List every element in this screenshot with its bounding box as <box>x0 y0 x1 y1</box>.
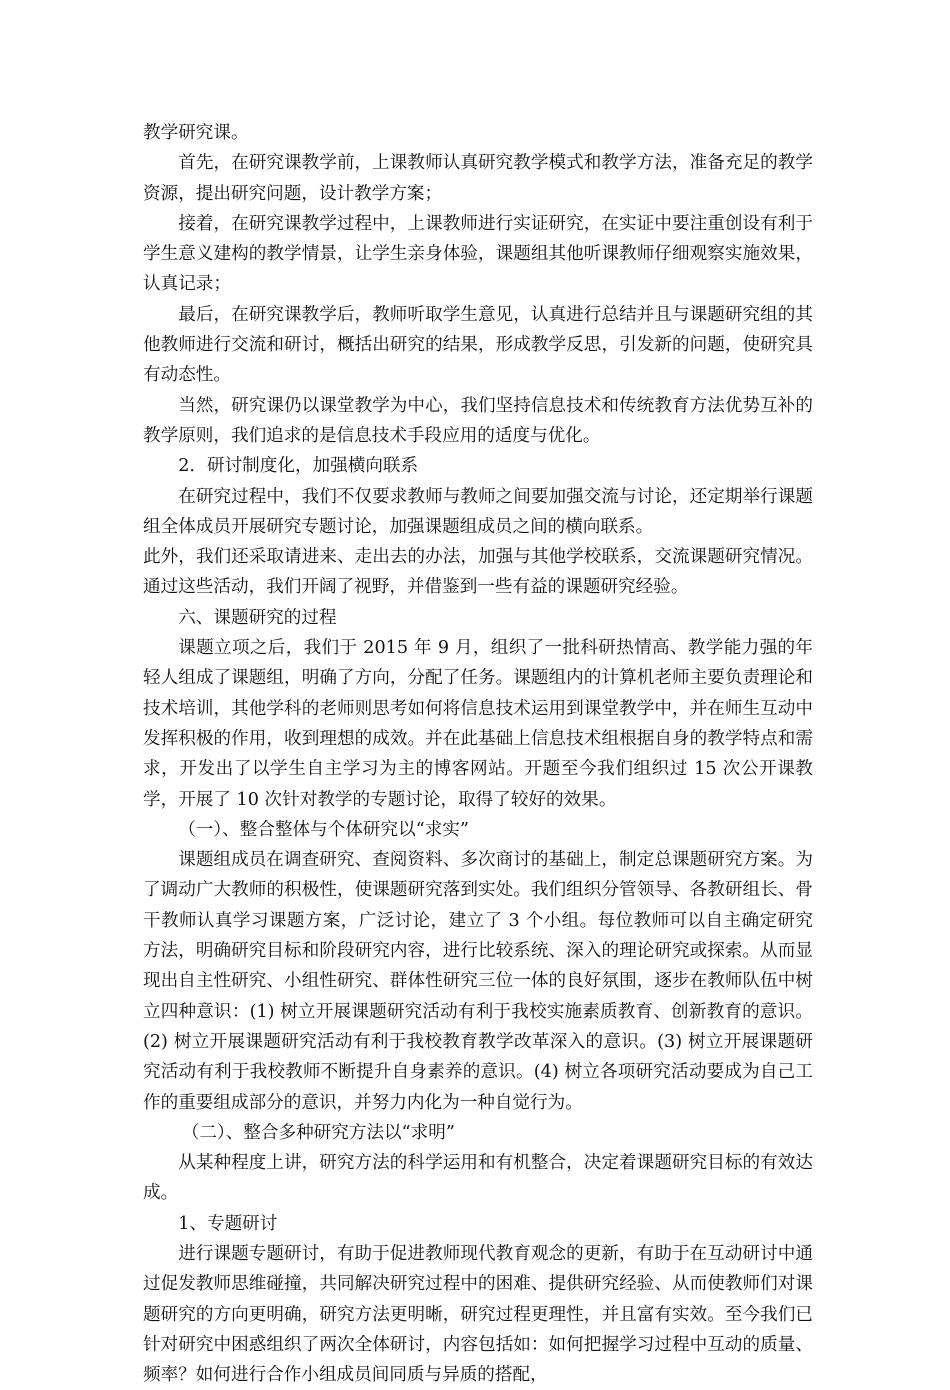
paragraph-external-exchange: 此外，我们还采取请进来、走出去的办法，加强与其他学校联系，交流课题研究情况。通过这些活动，我们开阔了视野，并借鉴到一些有益的课题研究经验。 <box>143 547 813 598</box>
section-heading-discussion-system: 2．研讨制度化，加强横向联系 <box>178 456 419 477</box>
paragraph-second-step: 接着，在研究课教学过程中，上课教师进行实证研究，在实证中要注重创设有利于学生意义建构的教学情景，让学生亲身体验，课题组其他听课教师仔细观察实施效果，认真记录； <box>143 213 813 295</box>
paragraph-classroom-focus: 当然，研究课仍以课堂教学为中心，我们坚持信息技术和传统教育方法优势互补的教学原则，我们追求的是信息技术手段应用的适度与优化。 <box>143 395 813 446</box>
subsection-heading-special-topic: 1、专题研讨 <box>178 1213 278 1234</box>
paragraph-research-plan: 课题组成员在调查研究、查阅资料、多次商讨的基础上，制定总课题研究方案。为了调动广大教师的积极性，使课题研究落到实处。我们组织分管领导、各教研组长、骨干教师认真学习课题方案，广泛讨论，建立了 3 个小组。每位教师可以自主确定研究方法，明确研究目标和阶段研究内容，进行比较系统、深入的理论研究或探索。从而显现出自主性研究、小组性研究、群体性研究三位一体的良好氛围，逐步在教师队伍中树立四种意识：(1) 树立开展课题研究活动有利于我校实施素质教育、创新教育的意识。(2) 树立开展课题研究活动有利于我校教育教学改革深入的意识。(3) 树立开展课题研究活动有利于我校教师不断提升自身素养的意识。(4) 树立各项研究活动要成为自己工作的重要组成部分的意识，并努力内化为一种自觉行为。 <box>143 850 813 1113</box>
paragraph-research-lesson: 教学研究课。 <box>143 123 249 143</box>
paragraph-project-setup: 课题立项之后，我们于 2015 年 9 月，组织了一批科研热情高、教学能力强的年轻人组成了课题组，明确了方向，分配了任务。课题组内的计算机老师主要负责理论和技术培训，其他学科的老师则思考如何将信息技术运用到课堂教学中，并在师生互动中发挥积极的作用，收到理想的成效。并在此基础上信息技术组根据自身的教学特点和需求，开发出了以学生自主学习为主的博客网站。开题至今我们组织过 15 次公开课教学，开展了 10 次针对教学的专题讨论，取得了较好的效果。 <box>143 638 813 810</box>
paragraph-final-step: 最后，在研究课教学后，教师听取学生意见，认真进行总结并且与课题研究组的其他教师进行交流和研讨，概括出研究的结果，形成教学反思，引发新的问题，使研究具有动态性。 <box>143 304 813 386</box>
paragraph-first-step: 首先，在研究课教学前，上课教师认真研究教学模式和教学方法，准备充足的教学资源，提出研究问题，设计教学方案； <box>143 153 813 204</box>
paragraph-special-topic: 进行课题专题研讨，有助于促进教师现代教育观念的更新，有助于在互动研讨中通过促发教师思维碰撞，共同解决研究过程中的困难、提供研究经验、从而使教师们对课题研究的方向更明确，研究方法更明晰，研究过程更理性，并且富有实效。至今我们已针对研究中困惑组织了两次全体研讨，内容包括如：如何把握学习过程中互动的质量、频率？如何进行合作小组成员间同质与异质的搭配， <box>143 1243 813 1386</box>
section-heading-research-process: 六、课题研究的过程 <box>178 607 337 628</box>
paragraph-discussion: 在研究过程中，我们不仅要求教师与教师之间要加强交流与讨论，还定期举行课题组全体成员开展研究专题讨论，加强课题组成员之间的横向联系。 <box>143 486 813 537</box>
document-page <box>143 118 813 1390</box>
paragraph-research-methods: 从某种程度上讲，研究方法的科学运用和有机整合，决定着课题研究目标的有效达成。 <box>143 1153 813 1204</box>
subsection-heading-seek-truth: （一）、整合整体与个体研究以“求实” <box>178 819 469 840</box>
subsection-heading-seek-clarity: （二）、整合多种研究方法以“求明” <box>181 1122 455 1143</box>
